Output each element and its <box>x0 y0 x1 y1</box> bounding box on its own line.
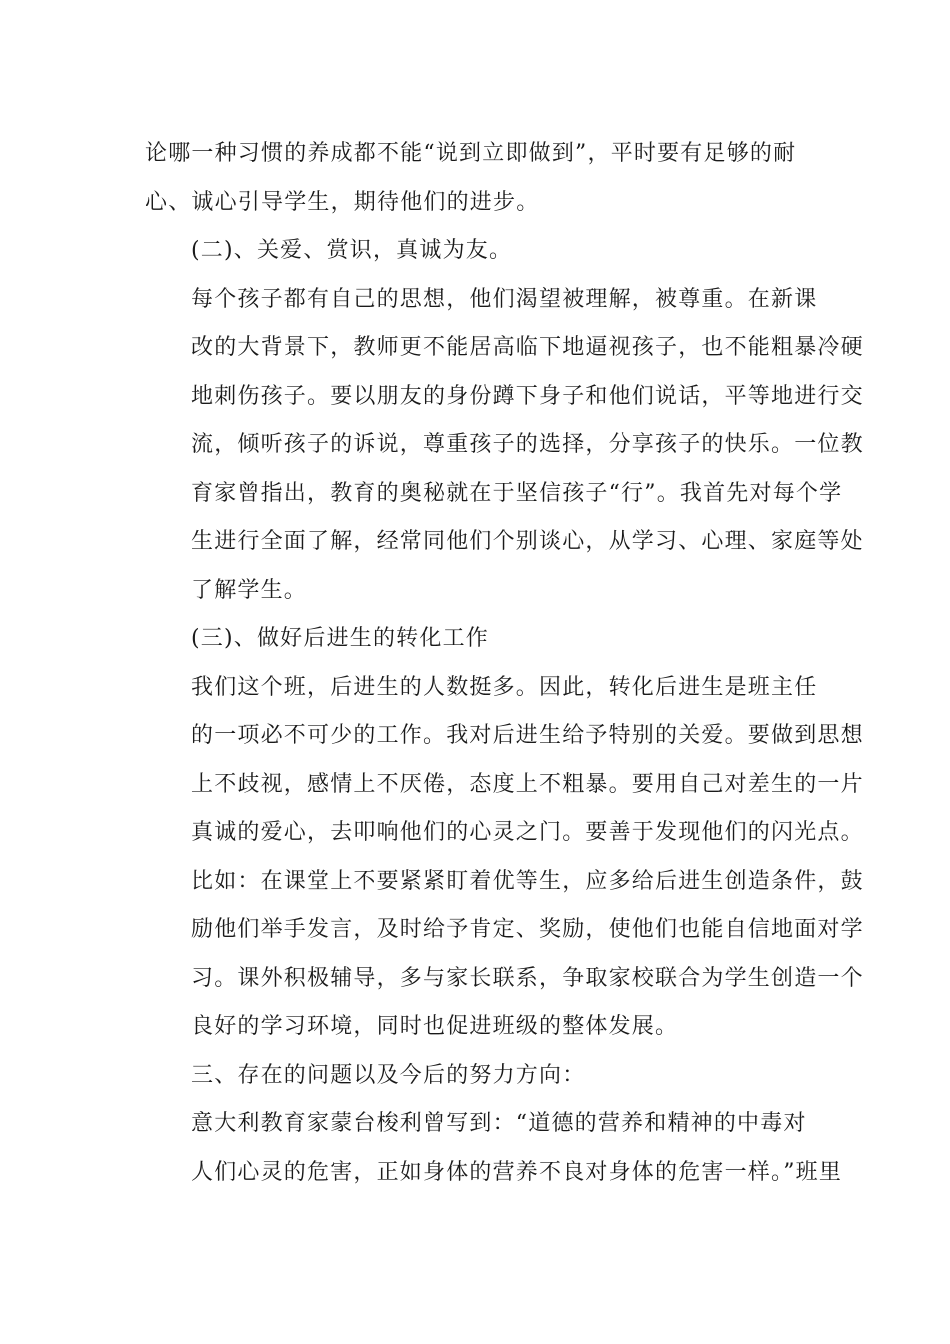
paragraph-montessori-quote <box>145 1100 843 1197</box>
text-line: 比如：在课堂上不要紧紧盯着优等生，应多给后进生创造条件，鼓 <box>191 868 864 894</box>
text-line: 了解学生。 <box>191 577 308 603</box>
text-line: 生进行全面了解，经常同他们个别谈心，从学习、心理、家庭等处 <box>191 529 864 554</box>
text-line: (二)、关爱、赏识，真诚为友。 <box>191 238 513 263</box>
text-line: 上不歧视，感情上不厌倦，态度上不粗暴。要用自己对差生的一片 <box>191 771 864 797</box>
text-line: 意大利教育家蒙台梭利曾写到：“道德的营养和精神的中毒对 <box>191 1111 807 1136</box>
text-line: 改的大背景下，教师更不能居高临下地逼视孩子，也不能粗暴冷硬 <box>191 335 864 360</box>
text-line: 每个孩子都有自己的思想，他们渴望被理解，被尊重。在新课 <box>191 286 818 312</box>
text-line: 育家曾指出，教育的奥秘就在于坚信孩子“行”。我首先对每个学 <box>191 480 843 506</box>
text-line: 真诚的爱心，去叩响他们的心灵之门。要善于发现他们的闪光点。 <box>191 820 864 845</box>
section-heading-lagging-students <box>145 615 805 664</box>
text-line: 地刺伤孩子。要以朋友的身份蹲下身子和他们说话，平等地进行交 <box>191 383 864 409</box>
paragraph-lagging-students-body <box>145 664 864 1052</box>
text-line: 习。课外积极辅导，多与家长联系，争取家校联合为学生创造一个 <box>191 965 864 991</box>
text-line: 心、诚心引导学生，期待他们的进步。 <box>145 189 540 215</box>
section-heading-problems-direction <box>145 1052 805 1101</box>
text-line: 的一项必不可少的工作。我对后进生给予特别的关爱。要做到思想 <box>191 723 864 748</box>
text-line: 人们心灵的危害，正如身体的营养不良对身体的危害一样。”班里 <box>191 1159 843 1185</box>
text-line: 论哪一种习惯的养成都不能“说到立即做到”，平时要有足够的耐 <box>145 141 797 166</box>
section-heading-care-appreciation <box>145 227 805 276</box>
text-line: (三)、做好后进生的转化工作 <box>191 626 489 651</box>
paragraph-care-body <box>145 276 864 616</box>
text-line: 流，倾听孩子的诉说，尊重孩子的选择，分享孩子的快乐。一位教 <box>191 432 864 457</box>
text-line: 良好的学习环境，同时也促进班级的整体发展。 <box>191 1014 679 1039</box>
document-body <box>145 130 864 1197</box>
text-line: 励他们举手发言，及时给予肯定、奖励，使他们也能自信地面对学 <box>191 917 864 942</box>
paragraph-continuation <box>145 130 805 227</box>
text-line: 我们这个班，后进生的人数挺多。因此，转化后进生是班主任 <box>191 674 818 700</box>
text-line: 三、存在的问题以及今后的努力方向： <box>191 1062 586 1088</box>
